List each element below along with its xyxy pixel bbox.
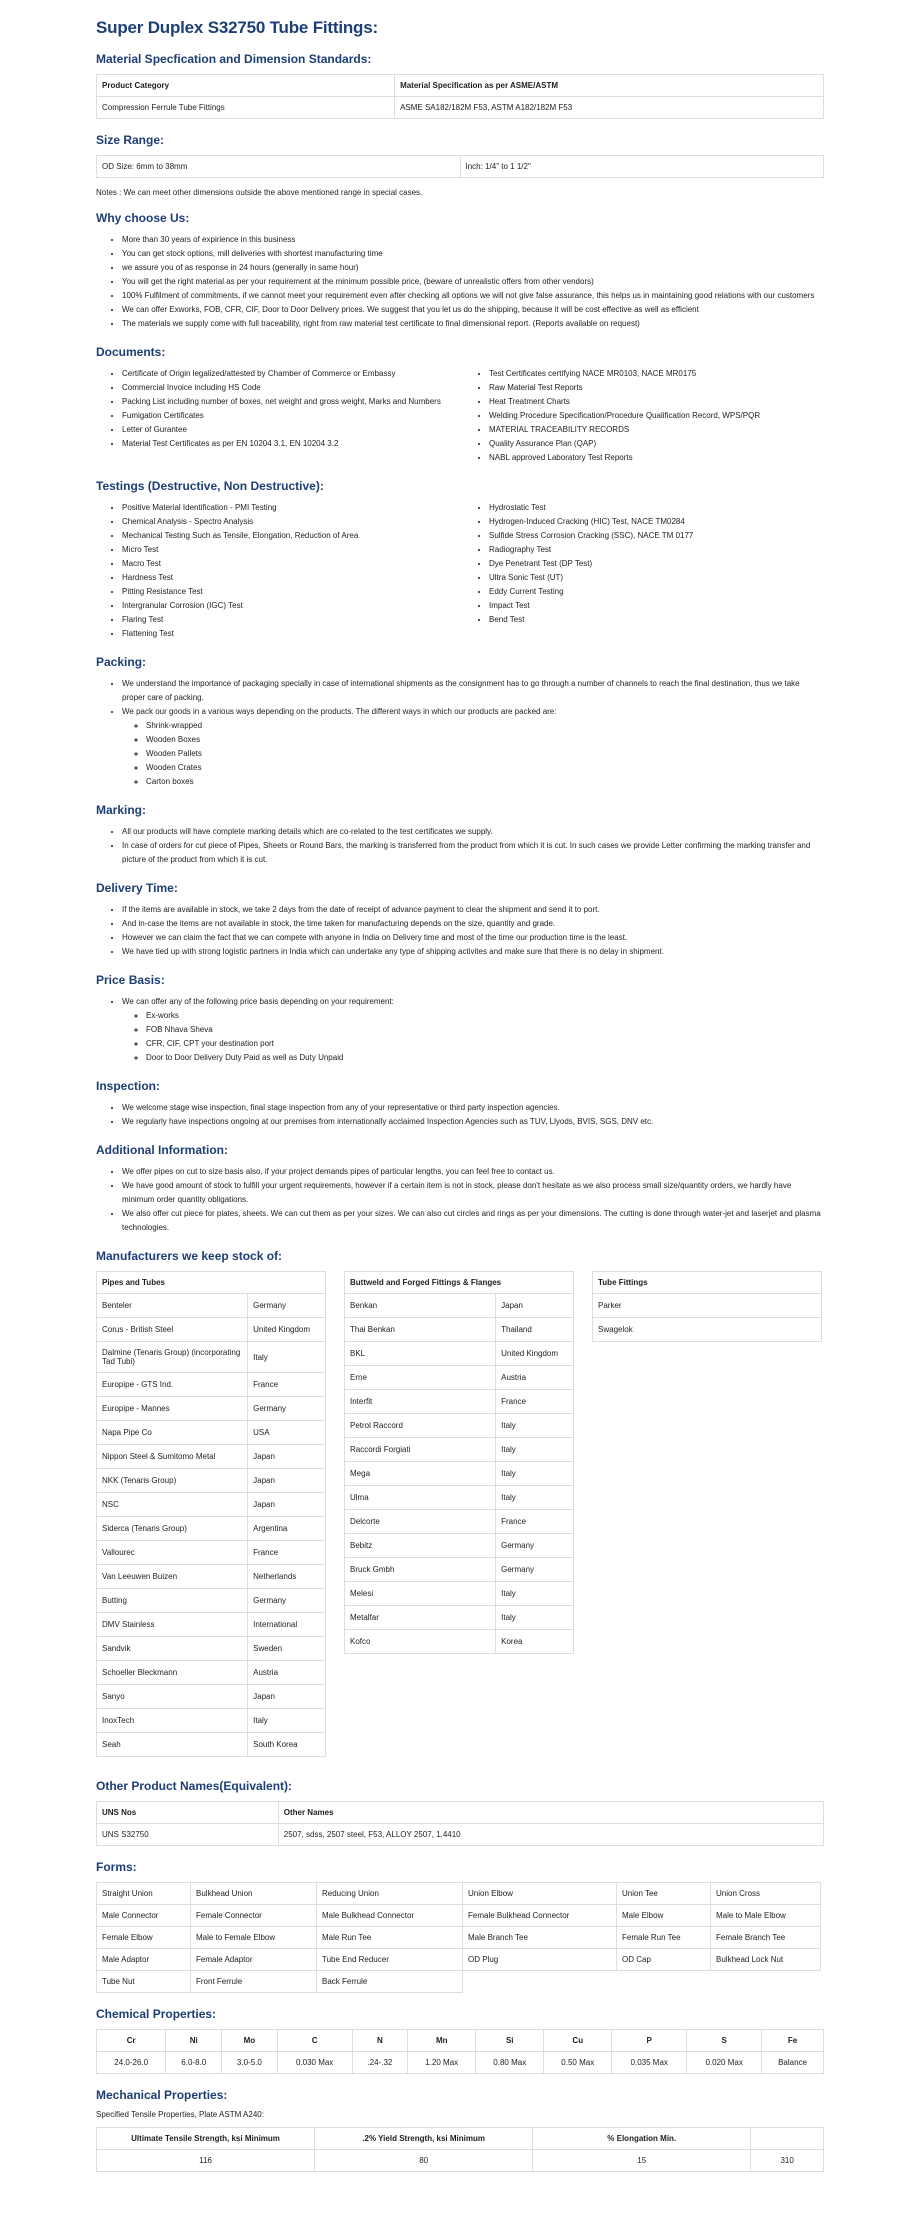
packing-item: • We understand the importance of packaging specially in case of international shipments as the consignment has to go through a number of channels to reach the final destination, thus we take proper care of packing. [122,677,824,705]
manufacturer-name: Dalmine (Tenaris Group) (incorporating Tad Tubi) [97,1342,248,1373]
manufacturer-name: Bruck Gmbh [345,1558,496,1582]
document-item: • MATERIAL TRACEABILITY RECORDS [489,423,824,437]
manufacturer-country: Germany [496,1558,574,1582]
form-item: OD Cap [617,1949,711,1971]
manufacturer-row [593,1294,822,1318]
marking-list [96,825,824,867]
form-item: Male Adaptor [97,1949,191,1971]
chemical-value: 0.035 Max [612,2052,687,2074]
additional-item: • We offer pipes on cut to size basis also, if your project demands pipes of particular lengths, you can feel free to contact us. [122,1165,824,1179]
size-range-note: Notes : We can meet other dimensions outside the above mentioned range in special cases. [96,188,423,197]
price-sub-item: ◦ CFR, CIF, CPT your destination port [146,1037,824,1051]
manufacturer-row [593,1318,822,1342]
chemical-element: N [352,2030,408,2052]
inspection-item: • We regularly have inspections ongoing at our premises from internationally acclaimed Inspection Agencies such as TUV, Llyods, BVIS, SGS, DNV etc. [122,1115,824,1129]
form-item: Front Ferrule [191,1971,317,1993]
manufacturer-row [345,1462,574,1486]
mechanical-header: Ultimate Tensile Strength, ksi Minimum [97,2128,315,2150]
testing-item: • Eddy Current Testing [489,585,824,599]
testings-list-right [463,501,824,641]
chemical-element: C [277,2030,352,2052]
manufacturer-name: InoxTech [97,1709,248,1733]
additional-item: • We have good amount of stock to fulfill your urgent requirements, however if a certain item is not in stock, please don't hesitate as we also process small size/quantity orders, we hardly have minimum order quantity obligations. [122,1179,824,1207]
tube-fittings-table-body [593,1294,822,1342]
manufacturer-name: Swagelok [593,1318,822,1342]
manufacturer-name: Parker [593,1294,822,1318]
manufacturer-row [97,1469,326,1493]
additional-heading: Additional Information: [96,1143,228,1157]
manufacturer-row [97,1294,326,1318]
manufacturer-row [345,1510,574,1534]
chemical-element: S [687,2030,762,2052]
chemical-element: Si [476,2030,544,2052]
manufacturer-name: Raccordi Forgiati [345,1438,496,1462]
document-item: • Quality Assurance Plan (QAP) [489,437,824,451]
forms-row [97,1883,821,1905]
chemical-element: P [612,2030,687,2052]
manufacturer-row [345,1366,574,1390]
why-item: • More than 30 years of expirience in this business [122,233,824,247]
document-item: • Heat Treatment Charts [489,395,824,409]
document-item: • Raw Material Test Reports [489,381,824,395]
testing-item: • Dye Penetrant Test (DP Test) [489,557,824,571]
document-item: • Fumigation Certificates [122,409,457,423]
why-item: • We can offer Exworks, FOB, CFR, CIF, Door to Door Delivery prices. We suggest that you let us do the shipping, because it will be cost effective as well as efficient [122,303,824,317]
manufacturer-row [345,1582,574,1606]
manufacturer-row [345,1630,574,1654]
manufacturer-name: Kofco [345,1630,496,1654]
manufacturer-row [345,1318,574,1342]
testing-item: • Flaring Test [122,613,457,627]
testing-item: • Flattening Test [122,627,457,641]
manufacturer-name: BKL [345,1342,496,1366]
manufacturer-name: Petrol Raccord [345,1414,496,1438]
delivery-item: • And in-case the items are not available in stock, the time taken for manufacturing depends on the size, quantity and grade. [122,917,824,931]
manufacturer-country: Italy [496,1582,574,1606]
form-item: Male Elbow [617,1905,711,1927]
form-item: Straight Union [97,1883,191,1905]
chemical-value: 6.0-8.0 [166,2052,222,2074]
manufacturer-name: Bebitz [345,1534,496,1558]
form-item: Union Cross [711,1883,821,1905]
price-list [96,995,824,1065]
manufacturer-name: Van Leeuwen Buizen [97,1565,248,1589]
packing-item-text: We pack our goods in a various ways depending on the products. The different ways in which our products are packed are: [122,707,557,716]
testing-item: • Pitting Resistance Test [122,585,457,599]
delivery-list [96,903,824,959]
manufacturer-country: Germany [248,1589,326,1613]
chemical-value: 0.80 Max [476,2052,544,2074]
manufacturer-country: France [248,1373,326,1397]
delivery-item: • If the items are available in stock, we take 2 days from the date of receipt of advance payment to clear the shipment and send it to port. [122,903,824,917]
additional-item: • We also offer cut piece for plates, sheets. We can cut them as per your sizes. We can also cut circles and rings as per your dimensions. The cutting is done through water-jet and laserjet and plasma technologies. [122,1207,824,1235]
chemical-value: 3.0-5.0 [222,2052,278,2074]
manufacturer-country: South Korea [248,1733,326,1757]
manufacturer-country: Netherlands [248,1565,326,1589]
manufacturer-name: NKK (Tenaris Group) [97,1469,248,1493]
marking-item: • All our products will have complete marking details which are co-related to the test certificates we supply. [122,825,824,839]
inspection-list [96,1101,824,1129]
delivery-item: • We have tied up with strong logistic partners in India which can undertake any type of shipping activites and make sure that there is no delay in shipment. [122,945,824,959]
material-spec-cell: Compression Ferrule Tube Fittings [97,97,395,119]
manufacturer-row [345,1390,574,1414]
manufacturer-row [345,1534,574,1558]
packing-sub-item: ◦ Wooden Boxes [146,733,824,747]
manufacturer-name: Siderca (Tenaris Group) [97,1517,248,1541]
manufacturer-country: France [248,1541,326,1565]
manufacturer-row [97,1661,326,1685]
manufacturer-name: Melesi [345,1582,496,1606]
marking-heading: Marking: [96,803,147,817]
other-names-table [96,1801,824,1846]
manufacturer-name: Benkan [345,1294,496,1318]
packing-list [96,677,824,789]
manufacturer-row [345,1438,574,1462]
testing-item: • Impact Test [489,599,824,613]
mechanical-header [751,2128,824,2150]
mechanical-value: 310 [751,2150,824,2172]
form-item: Male Bulkhead Connector [317,1905,463,1927]
price-item [122,995,824,1065]
mechanical-heading: Mechanical Properties: [96,2088,228,2102]
manufacturer-row [97,1318,326,1342]
testing-item: • Hydrostatic Test [489,501,824,515]
chemical-value: 0.030 Max [277,2052,352,2074]
form-item: Female Branch Tee [711,1927,821,1949]
manufacturer-country: Italy [248,1342,326,1373]
manufacturer-country: Japan [248,1445,326,1469]
packing-sub-item: ◦ Carton boxes [146,775,824,789]
manufacturer-name: Seah [97,1733,248,1757]
size-range-heading: Size Range: [96,133,165,147]
other-names-header-names: Other Names [278,1802,823,1824]
manufacturer-name: Ulma [345,1486,496,1510]
packing-sub-item: ◦ Wooden Crates [146,761,824,775]
tube-fittings-table-header: Tube Fittings [593,1272,822,1294]
manufacturer-country: Germany [248,1294,326,1318]
form-item: Union Tee [617,1883,711,1905]
material-spec-table [96,74,824,119]
marking-item: • In case of orders for cut piece of Pipes, Sheets or Round Bars, the marking is transferred from the product from which it is cut. In such cases we provide Letter confirming the marking transfer and picture of the product from which it is cut. [122,839,824,867]
form-item: Bulkhead Lock Nut [711,1949,821,1971]
manufacturer-country: Japan [248,1493,326,1517]
why-list [96,233,824,331]
packing-sub-item: ◦ Shrink-wrapped [146,719,824,733]
page-title: Super Duplex S32750 Tube Fittings: [96,18,378,37]
testing-item: • Positive Material Identification - PMI Testing [122,501,457,515]
manufacturer-row [97,1397,326,1421]
material-spec-header-spec: Material Specification as per ASME/ASTM [395,75,824,97]
form-item: Male Branch Tee [463,1927,617,1949]
manufacturer-row [97,1517,326,1541]
chemical-value: .24-.32 [352,2052,408,2074]
price-heading: Price Basis: [96,973,165,987]
packing-heading: Packing: [96,655,147,669]
manufacturer-name: Mega [345,1462,496,1486]
manufacturer-row [97,1421,326,1445]
manufacturer-row [97,1589,326,1613]
testings-list-left [96,501,463,641]
why-item: • You can get stock options, mill deliveries with shortest manufacturing time [122,247,824,261]
manufacturer-name: Vallourec [97,1541,248,1565]
testing-item: • Micro Test [122,543,457,557]
manufacturers-heading: Manufacturers we keep stock of: [96,1249,283,1263]
manufacturer-row [97,1709,326,1733]
manufacturer-row [97,1565,326,1589]
chemical-table [96,2029,824,2074]
document-item: • Test Certificates certifying NACE MR0103, NACE MR0175 [489,367,824,381]
manufacturer-country: Italy [496,1414,574,1438]
form-item: Female Adaptor [191,1949,317,1971]
pipes-table-header: Pipes and Tubes [97,1272,326,1294]
chemical-value: Balance [762,2052,824,2074]
manufacturer-country: Austria [496,1366,574,1390]
document-item: • Letter of Gurantee [122,423,457,437]
why-item: • You will get the right material as per your requirement at the minimum possible price, (beware of unrealistic offers from other vendors) [122,275,824,289]
manufacturer-row [97,1613,326,1637]
chemical-value: 1.20 Max [408,2052,476,2074]
manufacturer-country: Italy [496,1462,574,1486]
document-item: • Welding Procedure Specification/Procedure Qualification Record, WPS/PQR [489,409,824,423]
document-item: • NABL approved Laboratory Test Reports [489,451,824,465]
forms-row [97,1905,821,1927]
manufacturer-name: Schoeller Bleckmann [97,1661,248,1685]
mechanical-header: % Elongation Min. [533,2128,751,2150]
chemical-element: Mo [222,2030,278,2052]
price-sub-item: ◦ Ex-works [146,1009,824,1023]
manufacturer-country: Austria [248,1661,326,1685]
packing-item [122,705,824,789]
manufacturer-name: Interfit [345,1390,496,1414]
chemical-element: Ni [166,2030,222,2052]
document-item: • Packing List including number of boxes, net weight and gross weight, Marks and Numbers [122,395,457,409]
testing-item: • Hydrogen-Induced Cracking (HIC) Test, NACE TM0284 [489,515,824,529]
testing-item: • Macro Test [122,557,457,571]
form-item: Female Elbow [97,1927,191,1949]
inspection-item: • We welcome stage wise inspection, final stage inspection from any of your representative or third party inspection agencies. [122,1101,824,1115]
manufacturer-name: Sandvik [97,1637,248,1661]
why-item: • we assure you of as response in 24 hours (generally in same hour) [122,261,824,275]
buttweld-table-body [345,1294,574,1654]
delivery-heading: Delivery Time: [96,881,178,895]
other-names-cell: UNS S32750 [97,1824,279,1846]
manufacturer-row [97,1373,326,1397]
mechanical-values-row [97,2150,824,2172]
manufacturer-name: Nippon Steel & Sumitomo Metal [97,1445,248,1469]
manufacturer-name: Benteler [97,1294,248,1318]
form-item: Reducing Union [317,1883,463,1905]
testing-item: • Bend Test [489,613,824,627]
size-range-inch: Inch: 1/4" to 1 1/2" [460,156,824,178]
testing-item: • Mechanical Testing Such as Tensile, Elongation, Reduction of Area [122,529,457,543]
manufacturer-row [97,1637,326,1661]
form-item: Female Run Tee [617,1927,711,1949]
testing-item: • Ultra Sonic Test (UT) [489,571,824,585]
forms-row [97,1927,821,1949]
mechanical-header: .2% Yield Strength, ksi Minimum [315,2128,533,2150]
manufacturer-country: Italy [496,1486,574,1510]
inspection-heading: Inspection: [96,1079,161,1093]
chemical-element: Cu [544,2030,612,2052]
manufacturer-country: International [248,1613,326,1637]
manufacturers-tables [96,1271,824,1757]
manufacturer-row [97,1685,326,1709]
manufacturer-country: USA [248,1421,326,1445]
buttweld-table [344,1271,574,1654]
manufacturer-country: Thailand [496,1318,574,1342]
mechanical-value: 80 [315,2150,533,2172]
testings-columns [96,501,824,641]
manufacturer-country: Italy [496,1606,574,1630]
form-item: Male Connector [97,1905,191,1927]
manufacturer-country: Japan [248,1685,326,1709]
form-item: Tube Nut [97,1971,191,1993]
other-names-cell: 2507, sdss, 2507 steel, F53, ALLOY 2507, 1.4410 [278,1824,823,1846]
form-item: Male to Male Elbow [711,1905,821,1927]
documents-list-left [96,367,463,465]
price-sub-list [122,1009,824,1065]
packing-sub-list [122,719,824,789]
manufacturer-country: United Kingdom [496,1342,574,1366]
documents-heading: Documents: [96,345,166,359]
chemical-header-row [97,2030,824,2052]
size-range-od: OD Size: 6mm to 38mm [97,156,461,178]
mechanical-value: 116 [97,2150,315,2172]
documents-columns [96,367,824,465]
manufacturer-country: Argentina [248,1517,326,1541]
testing-item: • Intergranular Corrosion (IGC) Test [122,599,457,613]
document-item: • Certificate of Origin legalized/attested by Chamber of Commerce or Embassy [122,367,457,381]
manufacturer-country: Germany [248,1397,326,1421]
form-item: Female Bulkhead Connector [463,1905,617,1927]
chemical-element: Fe [762,2030,824,2052]
forms-table [96,1882,821,1993]
manufacturer-name: Europipe - Mannes [97,1397,248,1421]
material-spec-header-category: Product Category [97,75,395,97]
additional-list [96,1165,824,1235]
mechanical-note: Specified Tensile Properties, Plate ASTM A240: [96,2110,264,2119]
chemical-value: 0.50 Max [544,2052,612,2074]
form-item: Male Run Tee [317,1927,463,1949]
manufacturer-country: Japan [248,1469,326,1493]
forms-heading: Forms: [96,1860,137,1874]
form-item: Bulkhead Union [191,1883,317,1905]
other-names-heading: Other Product Names(Equivalent): [96,1779,293,1793]
chemical-heading: Chemical Properties: [96,2007,217,2021]
form-item: Female Connector [191,1905,317,1927]
document-item: • Material Test Certificates as per EN 10204 3.1, EN 10204 3.2 [122,437,457,451]
chemical-values-row [97,2052,824,2074]
material-spec-heading: Material Specfication and Dimension Standards: [96,52,372,66]
pipes-table-body [97,1294,326,1757]
manufacturer-row [345,1294,574,1318]
pipes-table [96,1271,326,1757]
manufacturer-name: NSC [97,1493,248,1517]
manufacturer-row [345,1558,574,1582]
material-spec-cell: ASME SA182/182M F53, ASTM A182/182M F53 [395,97,824,119]
manufacturer-row [97,1541,326,1565]
buttweld-table-header: Buttweld and Forged Fittings & Flanges [345,1272,574,1294]
form-item: OD Plug [463,1949,617,1971]
chemical-element: Cr [97,2030,166,2052]
manufacturer-name: Delcorte [345,1510,496,1534]
mechanical-table [96,2127,824,2172]
manufacturer-row [97,1733,326,1757]
why-item: • The materials we supply come with full traceability, right from raw material test certificate to final dimensional report. (Reports available on request) [122,317,824,331]
price-item-text: We can offer any of the following price basis depending on your requirement: [122,997,394,1006]
size-range-table [96,155,824,178]
manufacturer-country: Italy [496,1438,574,1462]
mechanical-header-row [97,2128,824,2150]
form-item: Back Ferrule [317,1971,463,1993]
manufacturer-name: DMV Stainless [97,1613,248,1637]
manufacturer-country: Korea [496,1630,574,1654]
manufacturer-row [345,1342,574,1366]
manufacturer-name: Corus - British Steel [97,1318,248,1342]
manufacturer-country: Italy [248,1709,326,1733]
chemical-element: Mn [408,2030,476,2052]
testings-heading: Testings (Destructive, Non Destructive): [96,479,324,493]
manufacturer-name: Metalfar [345,1606,496,1630]
manufacturer-country: United Kingdom [248,1318,326,1342]
packing-sub-item: ◦ Wooden Pallets [146,747,824,761]
chemical-value: 0.020 Max [687,2052,762,2074]
manufacturer-country: France [496,1390,574,1414]
delivery-item: • However we can claim the fact that we can compete with anyone in India on Delivery time and most of the time our production time is the least. [122,931,824,945]
forms-row [97,1971,821,1993]
manufacturer-country: Japan [496,1294,574,1318]
price-sub-item: ◦ Door to Door Delivery Duty Paid as well as Duty Unpaid [146,1051,824,1065]
manufacturer-name: Napa Pipe Co [97,1421,248,1445]
forms-row [97,1949,821,1971]
other-names-header-uns: UNS Nos [97,1802,279,1824]
chemical-value: 24.0-26.0 [97,2052,166,2074]
manufacturer-row [97,1493,326,1517]
manufacturer-country: France [496,1510,574,1534]
manufacturer-country: Sweden [248,1637,326,1661]
manufacturer-name: Europipe - GTS Ind. [97,1373,248,1397]
manufacturer-country: Germany [496,1534,574,1558]
manufacturer-name: Butting [97,1589,248,1613]
form-item: Union Elbow [463,1883,617,1905]
manufacturer-name: Thai Benkan [345,1318,496,1342]
documents-list-right [463,367,824,465]
tube-fittings-table [592,1271,822,1342]
why-heading: Why choose Us: [96,211,190,225]
manufacturer-name: Sanyo [97,1685,248,1709]
testing-item: • Chemical Analysis - Spectro Analysis [122,515,457,529]
price-sub-item: ◦ FOB Nhava Sheva [146,1023,824,1037]
document-item: • Commercial Invoice including HS Code [122,381,457,395]
manufacturer-name: Erne [345,1366,496,1390]
manufacturer-row [345,1414,574,1438]
manufacturer-row [345,1486,574,1510]
manufacturer-row [97,1342,326,1373]
form-item: Tube End Reducer [317,1949,463,1971]
mechanical-value: 15 [533,2150,751,2172]
testing-item: • Sulfide Stress Corrosion Cracking (SSC), NACE TM 0177 [489,529,824,543]
why-item: • 100% Fulfilment of commitments, if we cannot meet your requirement even after checking all options we will not give false assurance, this helps us in maintaining good relations with our customers [122,289,824,303]
testing-item: • Radiography Test [489,543,824,557]
testing-item: • Hardness Test [122,571,457,585]
form-item: Male to Female Elbow [191,1927,317,1949]
manufacturer-row [345,1606,574,1630]
manufacturer-row [97,1445,326,1469]
